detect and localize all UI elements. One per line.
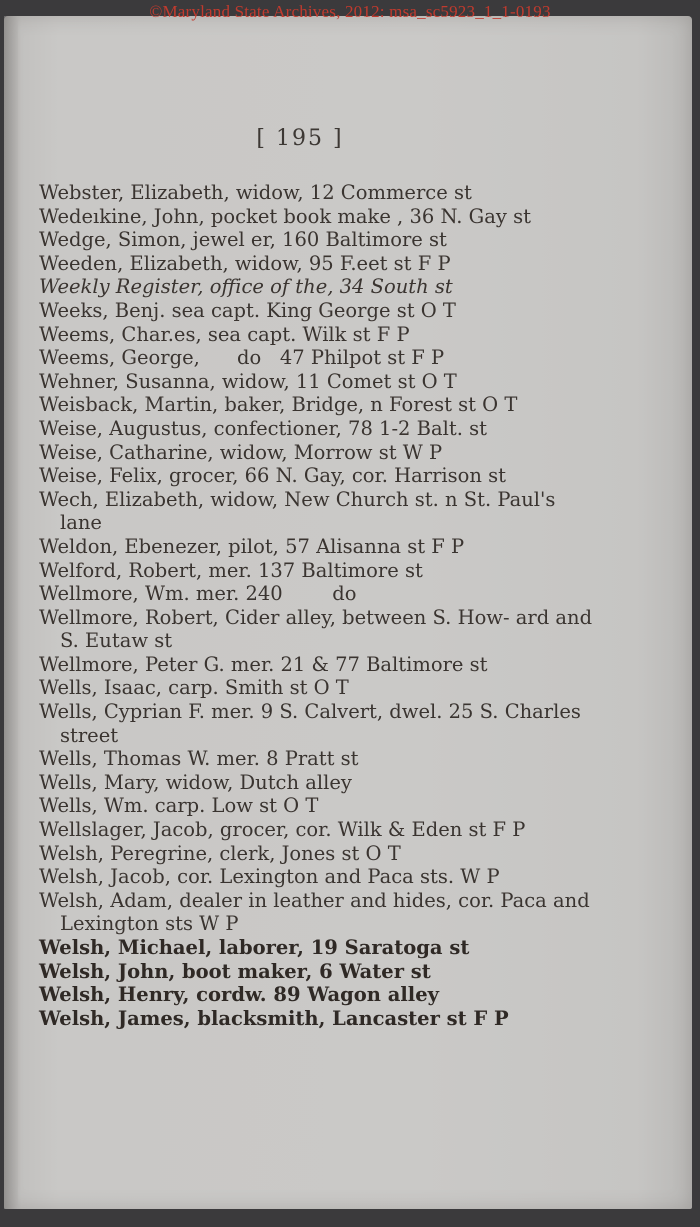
directory-entry: Weise, Augustus, confectioner, 78 1-2 Balt. st bbox=[39, 416, 487, 440]
directory-entry: Wells, Cyprian F. mer. 9 S. Calvert, dwel. 25 S. Charles street bbox=[39, 700, 581, 747]
archive-watermark: ©Maryland State Archives, 2012: msa_sc5923_1_1-0193 bbox=[149, 2, 551, 21]
directory-entry: Weems, Char.es, sea capt. Wilk st F P bbox=[39, 322, 410, 346]
directory-entry: Wedeıkine, John, pocket book make , 36 N. Gay st bbox=[39, 204, 531, 228]
directory-entry: Welsh, Adam, dealer in leather and hides, cor. Paca and Lexington sts W P bbox=[39, 888, 590, 936]
directory-entry: Weise, Catharine, widow, Morrow st W P bbox=[39, 440, 443, 464]
directory-entry: Wells, Wm. carp. Low st O T bbox=[39, 794, 319, 818]
directory-entry: Weisback, Martin, baker, Bridge, n Forest st O T bbox=[39, 393, 518, 417]
directory-entry: Welford, Robert, mer. 137 Baltimore st bbox=[39, 558, 423, 582]
directory-entry: Wellmore, Wm. mer. 240 do bbox=[39, 582, 357, 606]
directory-entry: Wellmore, Robert, Cider alley, between S. How- ard and S. Eutaw st bbox=[39, 605, 593, 653]
directory-entry: Weise, Felix, grocer, 66 N. Gay, cor. Harrison st bbox=[39, 464, 506, 488]
directory-entry: Wells, Thomas W. mer. 8 Pratt st bbox=[39, 747, 359, 771]
directory-entry: Wellslager, Jacob, grocer, cor. Wilk & Eden st F P bbox=[39, 818, 526, 842]
directory-entry: Wedge, Simon, jewel er, 160 Baltimore st bbox=[39, 228, 447, 252]
directory-entry: Welsh, Michael, laborer, 19 Saratoga st bbox=[39, 936, 470, 959]
directory-entry: Wech, Elizabeth, widow, New Church st. n St. Paul's lane bbox=[39, 487, 556, 535]
directory-entry: Wells, Isaac, carp. Smith st O T bbox=[39, 676, 349, 700]
directory-entry: Weekly Register, office of the, 34 South st bbox=[39, 275, 453, 299]
page-gutter bbox=[4, 16, 18, 1209]
directory-entry: Welsh, Peregrine, clerk, Jones st O T bbox=[39, 841, 401, 865]
directory-entry: Welsh, John, boot maker, 6 Water st bbox=[39, 959, 431, 983]
directory-entry: Wellmore, Peter G. mer. 21 & 77 Baltimore st bbox=[39, 652, 488, 676]
directory-entry: Welsh, Jacob, cor. Lexington and Paca sts. W P bbox=[39, 865, 500, 889]
directory-entry: Weldon, Ebenezer, pilot, 57 Alisanna st F P bbox=[39, 534, 465, 558]
directory-entry: Welsh, James, blacksmith, Lancaster st F P bbox=[39, 1006, 509, 1030]
directory-entries bbox=[39, 181, 593, 1030]
directory-entry: Welsh, Henry, cordw. 89 Wagon alley bbox=[39, 983, 439, 1007]
directory-entry: Weeks, Benj. sea capt. King George st O T bbox=[39, 298, 456, 322]
directory-entry: Weeden, Elizabeth, widow, 95 F.eet st F P bbox=[39, 251, 451, 275]
directory-entry: Webster, Elizabeth, widow, 12 Commerce st bbox=[39, 181, 472, 204]
directory-entry: Wehner, Susanna, widow, 11 Comet st O T bbox=[39, 369, 457, 393]
directory-entry: Weems, George, do 47 Philpot st F P bbox=[39, 346, 445, 370]
page-number: [ 195 ] bbox=[256, 126, 344, 151]
directory-entry: Wells, Mary, widow, Dutch alley bbox=[39, 770, 352, 794]
